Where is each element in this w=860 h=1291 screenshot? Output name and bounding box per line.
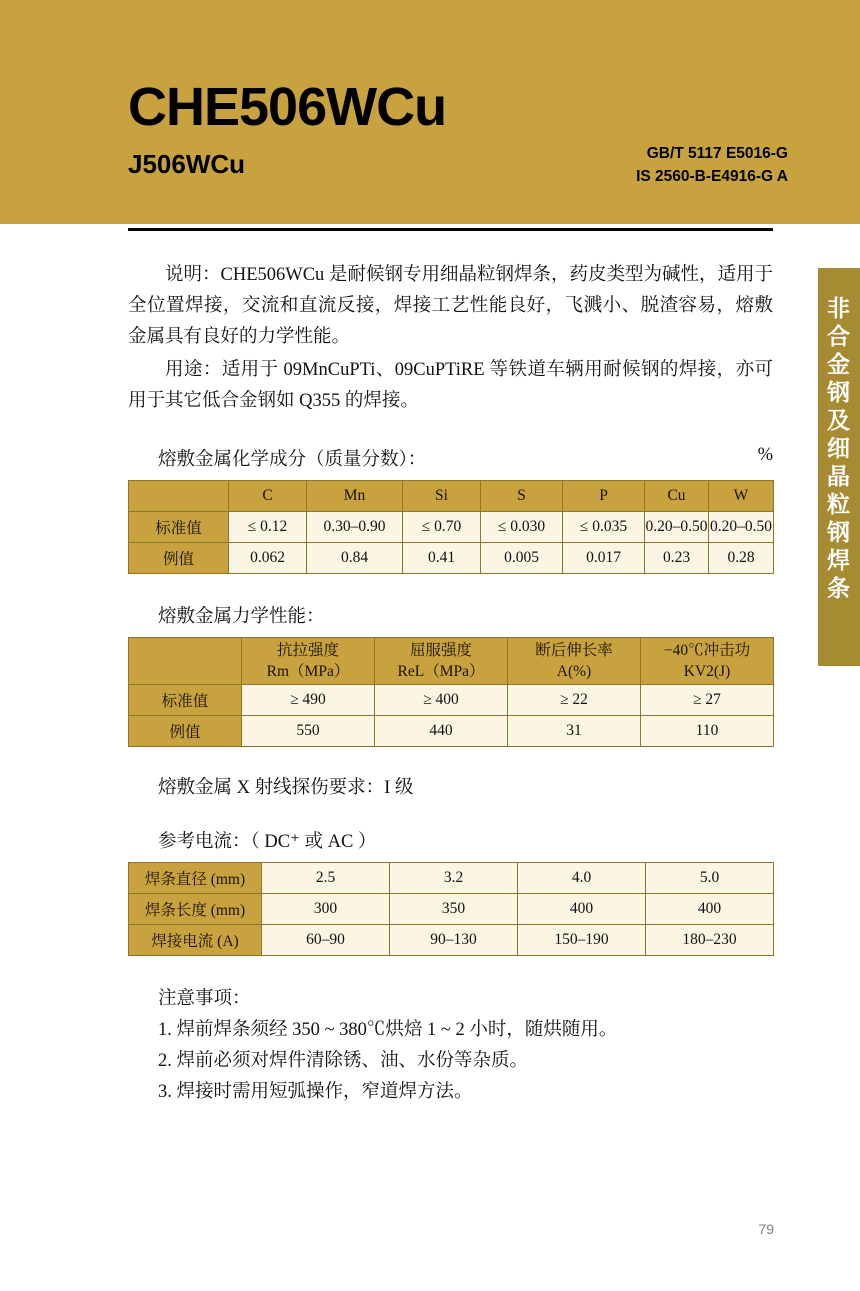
side-tab-char-1: 合	[827, 323, 851, 349]
product-alias: J506WCu	[128, 149, 246, 179]
side-tab-category	[818, 268, 860, 666]
chem-row-0-s: ≤ 0.030	[481, 512, 563, 543]
side-tab-char-3: 钢	[827, 379, 851, 405]
side-tab-char-9: 焊	[827, 547, 851, 573]
current-row-0-v1: 3.2	[390, 863, 518, 894]
chem-col-2: Mn	[307, 481, 403, 512]
mech-col-4-line1: −40℃冲击功	[663, 642, 751, 659]
mech-col-1-line2: Rm（MPa）	[266, 663, 350, 680]
mech-col-3	[508, 638, 641, 685]
chem-col-0	[129, 481, 229, 512]
chem-unit: %	[757, 445, 773, 465]
chem-row-0-label: 标准值	[129, 512, 229, 543]
mech-row-0-label: 标准值	[129, 685, 242, 716]
side-tab-char-5: 细	[827, 435, 851, 461]
current-row-1-v2: 400	[518, 894, 646, 925]
chem-row-0-si: ≤ 0.70	[403, 512, 481, 543]
chemical-composition-table	[128, 480, 774, 574]
mech-col-4	[641, 638, 774, 685]
side-tab-char-4: 及	[827, 407, 851, 433]
description-paragraph: 说明：CHE506WCu 是耐候钢专用细晶粒钢焊条，药皮类型为碱性，适用于全位置焊接，交流和直流反接，焊接工艺性能良好，飞溅小、脱渣容易，熔敷金属具有良好的力学性能。	[128, 265, 773, 347]
mech-row-0-kv: ≥ 27	[641, 685, 774, 716]
current-row-2-v1: 90–130	[390, 925, 518, 956]
page-title: CHE506WCu	[128, 77, 447, 137]
side-tab-char-8: 钢	[827, 519, 851, 545]
xray-requirement: 熔敷金属 X 射线探伤要求：I 级	[158, 778, 414, 798]
current-row-0-v3: 5.0	[646, 863, 774, 894]
notes-title: 注意事项：	[158, 989, 251, 1009]
chem-row-0-mn: 0.30–0.90	[307, 512, 403, 543]
standard-line-1: GB/T 5117 E5016-G	[646, 145, 788, 162]
document-content	[128, 260, 773, 1108]
current-row-0-v0: 2.5	[262, 863, 390, 894]
mech-row-0-rm: ≥ 490	[242, 685, 375, 716]
mechanical-properties-table	[128, 637, 774, 747]
current-row-1-v1: 350	[390, 894, 518, 925]
chem-title-text: 熔敷金属化学成分（质量分数）：	[158, 450, 427, 470]
chem-row-0-cu: 0.20–0.50	[645, 512, 709, 543]
table-row	[129, 685, 774, 716]
table-row	[129, 925, 774, 956]
mech-row-0-a: ≥ 22	[508, 685, 641, 716]
chem-col-7: W	[709, 481, 774, 512]
table-header-row	[129, 481, 774, 512]
mech-row-0-rel: ≥ 400	[375, 685, 508, 716]
mech-col-4-line2: KV2(J)	[683, 663, 731, 680]
mech-col-2	[375, 638, 508, 685]
mech-col-3-line1: 断后伸长率	[535, 642, 613, 659]
note-item: 2. 焊前必须对焊件清除锈、油、水份等杂质。	[158, 1051, 529, 1071]
side-tab-char-10: 条	[827, 575, 851, 601]
side-tab-char-7: 粒	[827, 491, 851, 517]
chem-col-6: Cu	[645, 481, 709, 512]
usage-paragraph: 用途：适用于 09MnCuPTi、09CuPTiRE 等铁道车辆用耐候钢的焊接，亦可用于其它低合金钢如 Q355 的焊接。	[128, 360, 773, 411]
page-number: 79	[758, 1221, 774, 1237]
table-row	[129, 512, 774, 543]
chem-row-0-p: ≤ 0.035	[563, 512, 645, 543]
mech-col-1	[242, 638, 375, 685]
current-row-0-label: 焊条直径 (mm)	[129, 863, 262, 894]
chem-row-0-c: ≤ 0.12	[229, 512, 307, 543]
header-band	[0, 0, 860, 224]
standards-list	[636, 142, 788, 188]
side-tab-char-6: 晶	[827, 463, 851, 489]
mech-col-0	[129, 638, 242, 685]
current-row-0-v2: 4.0	[518, 863, 646, 894]
current-row-1-v3: 400	[646, 894, 774, 925]
current-row-2-label: 焊接电流 (A)	[129, 925, 262, 956]
side-tab-char-2: 金	[827, 351, 851, 377]
current-row-2-v3: 180–230	[646, 925, 774, 956]
mech-row-1-kv: 110	[641, 716, 774, 747]
mech-col-3-line2: A(%)	[556, 663, 592, 680]
table-row	[129, 894, 774, 925]
current-row-2-v0: 60–90	[262, 925, 390, 956]
mech-row-1-rm: 550	[242, 716, 375, 747]
chem-row-1-w: 0.28	[709, 543, 774, 574]
reference-current-table	[128, 862, 774, 956]
chem-row-1-c: 0.062	[229, 543, 307, 574]
mech-col-1-line1: 抗拉强度	[276, 642, 339, 659]
note-item: 3. 焊接时需用短弧操作，窄道焊方法。	[158, 1082, 473, 1102]
mech-table-title: 熔敷金属力学性能：	[158, 607, 325, 627]
mech-row-1-rel: 440	[375, 716, 508, 747]
chem-row-1-si: 0.41	[403, 543, 481, 574]
current-table-title: 参考电流：（ DC⁺ 或 AC ）	[158, 832, 377, 852]
chem-row-1-p: 0.017	[563, 543, 645, 574]
header-divider	[128, 228, 773, 231]
chem-table-title	[158, 445, 773, 471]
chem-col-4: S	[481, 481, 563, 512]
table-row	[129, 863, 774, 894]
mech-col-2-line1: 屈服强度	[409, 642, 472, 659]
mech-row-1-a: 31	[508, 716, 641, 747]
standard-line-2: IS 2560-B-E4916-G A	[636, 168, 788, 185]
current-row-1-v0: 300	[262, 894, 390, 925]
chem-col-1: C	[229, 481, 307, 512]
current-row-1-label: 焊条长度 (mm)	[129, 894, 262, 925]
chem-row-1-label: 例值	[129, 543, 229, 574]
table-row	[129, 716, 774, 747]
chem-col-3: Si	[403, 481, 481, 512]
table-header-row	[129, 638, 774, 685]
mech-col-2-line2: ReL（MPa）	[397, 663, 485, 680]
chem-row-0-w: 0.20–0.50	[709, 512, 774, 543]
side-tab-char-0: 非	[827, 295, 851, 321]
note-item: 1. 焊前焊条须经 350 ~ 380℃烘焙 1 ~ 2 小时，随烘随用。	[158, 1020, 618, 1040]
current-row-2-v2: 150–190	[518, 925, 646, 956]
notes-section	[158, 984, 773, 1108]
chem-row-1-s: 0.005	[481, 543, 563, 574]
header-title-block	[128, 78, 788, 208]
chem-row-1-cu: 0.23	[645, 543, 709, 574]
mech-row-1-label: 例值	[129, 716, 242, 747]
chem-row-1-mn: 0.84	[307, 543, 403, 574]
table-row	[129, 543, 774, 574]
chem-col-5: P	[563, 481, 645, 512]
